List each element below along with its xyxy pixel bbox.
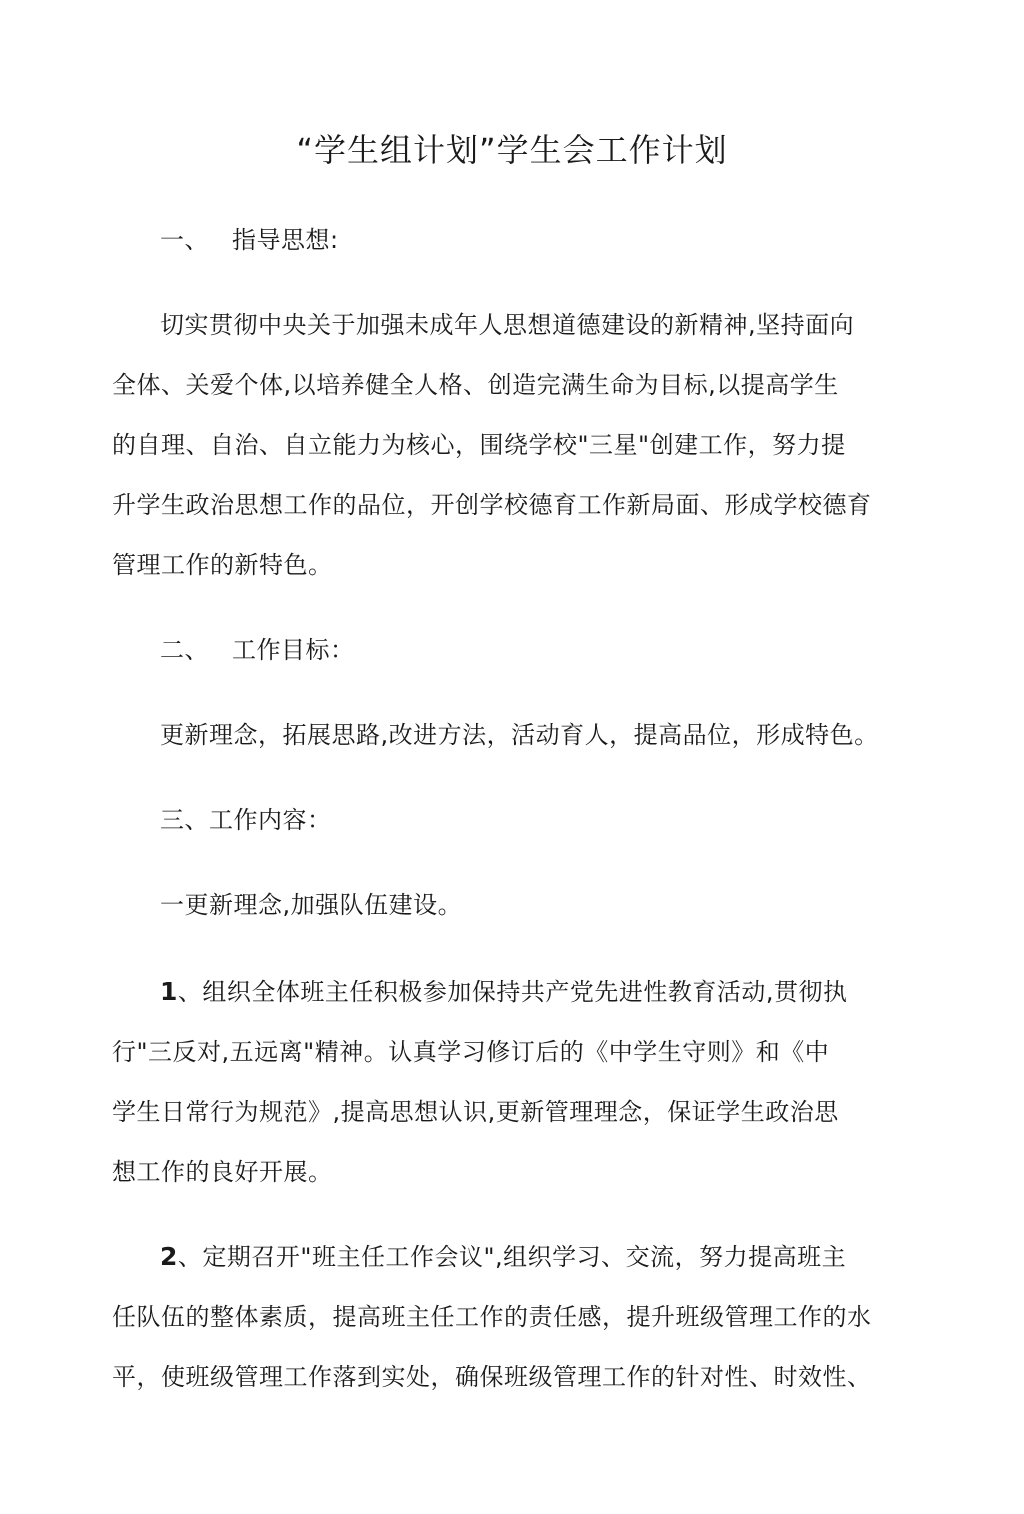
subsection-heading: 一更新理念,加强队伍建设。: [160, 891, 463, 919]
list-item-text: 、组织全体班主任积极参加保持共产党先进性教育活动,贯彻执: [177, 978, 848, 1006]
paragraph-line: 想工作的良好开展。: [112, 1158, 333, 1186]
paragraph-line: 任队伍的整体素质，提高班主任工作的责任感，提升班级管理工作的水: [112, 1303, 872, 1331]
paragraph-line: 切实贯彻中央关于加强未成年人思想道德建设的新精神,坚持面向: [160, 311, 855, 339]
paragraph-line: 升学生政治思想工作的品位，开创学校德育工作新局面、形成学校德育: [112, 491, 872, 519]
section-number: 二、: [160, 636, 209, 664]
paragraph-line: 全体、关爱个体,以培养健全人格、创造完满生命为目标,以提高学生: [112, 371, 839, 399]
list-item-number: 2: [160, 1242, 178, 1271]
section-heading-2: [160, 633, 355, 667]
list-item-text: 、定期召开"班主任工作会议",组织学习、交流，努力提高班主: [177, 1243, 847, 1271]
paragraph-line: 平，使班级管理工作落到实处，确保班级管理工作的针对性、时效性、: [112, 1363, 872, 1391]
list-item-2-line: [160, 1240, 846, 1274]
section-heading-text: 指导思想:: [232, 226, 339, 254]
paragraph-line: 管理工作的新特色。: [112, 551, 333, 579]
section-heading-1: [160, 223, 339, 257]
section-heading-text: 工作目标：: [232, 636, 355, 664]
paragraph-line: 的自理、自治、自立能力为核心，围绕学校"三星"创建工作，努力提: [112, 431, 846, 459]
document-title: “学生组计划”学生会工作计划: [296, 131, 728, 169]
list-item-number: 1: [160, 977, 178, 1006]
list-item-1-line: [160, 975, 848, 1009]
paragraph-line: 行"三反对,五远离"精神。认真学习修订后的《中学生守则》和《中: [112, 1038, 830, 1066]
section-heading-3: 三、工作内容：: [160, 806, 332, 834]
section-number: 一、: [160, 226, 209, 254]
paragraph-line: 更新理念，拓展思路,改进方法，活动育人，提高品位，形成特色。: [160, 721, 879, 749]
paragraph-line: 学生日常行为规范》,提高思想认识,更新管理理念，保证学生政治思: [112, 1098, 839, 1126]
